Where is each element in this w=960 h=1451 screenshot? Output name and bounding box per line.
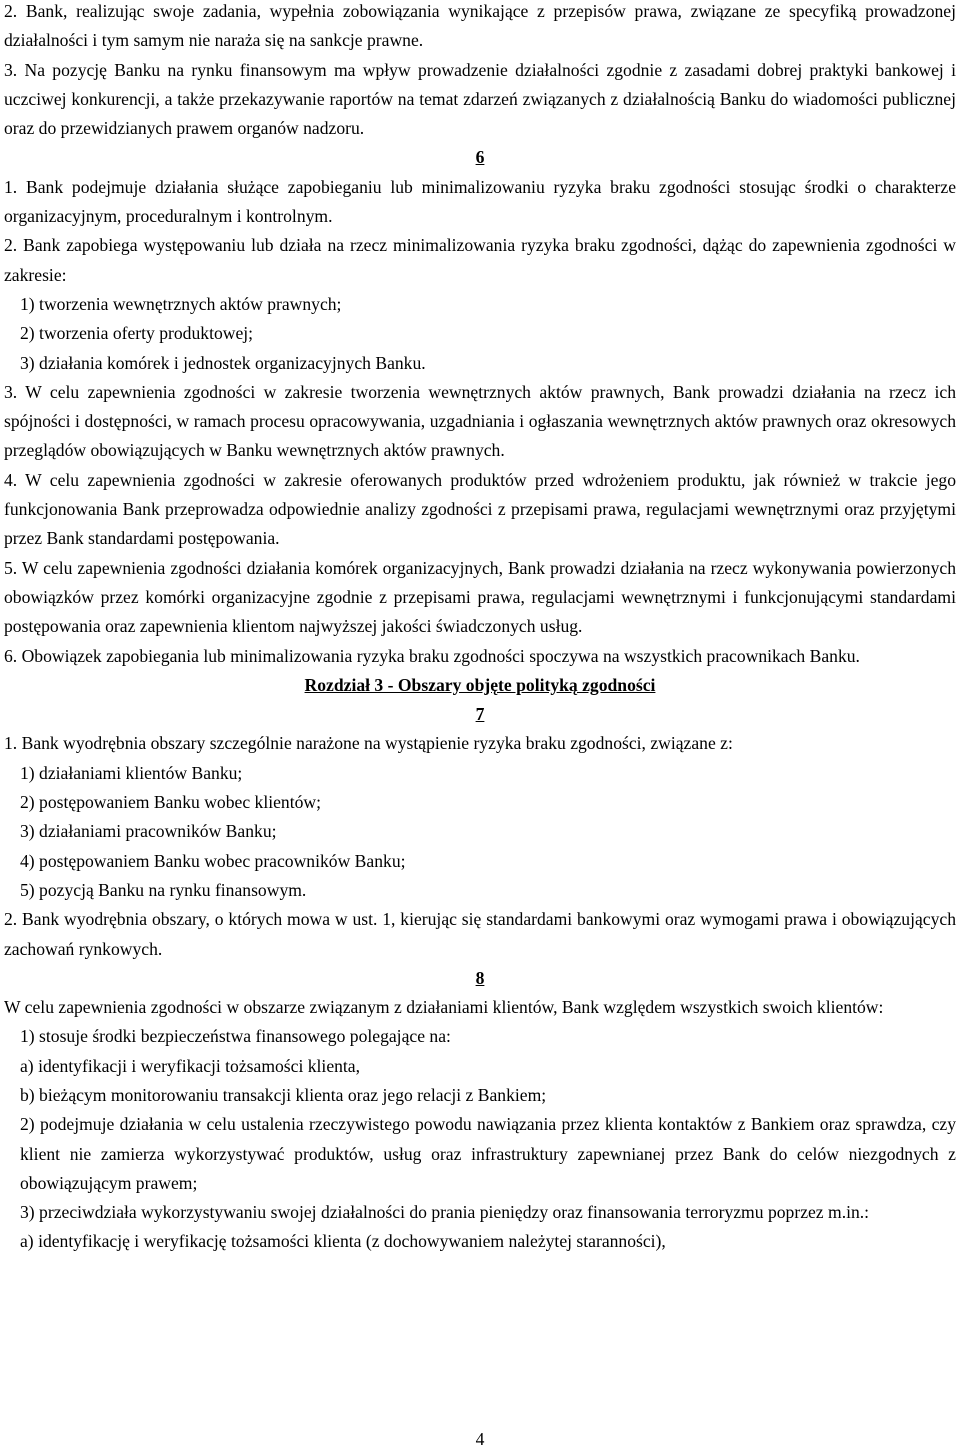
list-item: 2) podejmuje działania w celu ustalenia rzeczywistego powodu nawiązania przez klienta kontaktów z Bankiem oraz sprawdza, czy klient nie zamierza wykorzystywać produktów, usług oraz infrastruktury zapewnianej przez Bank do celów niezgodnych z obowiązującym prawem; — [20, 1114, 956, 1193]
document-page — [4, 0, 956, 1257]
paragraph-6-4: 4. W celu zapewnienia zgodności w zakresie oferowanych produktów przed wdrożeniem produktu, jak również w trakcie jego funkcjonowania Bank przeprowadza odpowiednie analizy zgodności z przepisami prawa, regulacjami wewnętrznymi oraz przyjętymi przez Bank standardami postępowania. — [4, 469, 956, 549]
list-item: a) identyfikację i weryfikację tożsamości klienta (z dochowywaniem należytej staranności), — [20, 1231, 666, 1252]
list-item: 3) działania komórek i jednostek organizacyjnych Banku. — [20, 352, 426, 373]
paragraph-6-6: 6. Obowiązek zapobiegania lub minimalizowania ryzyka braku zgodności spoczywa na wszystkich pracownikach Banku. — [4, 645, 860, 666]
list-item: 1) tworzenia wewnętrznych aktów prawnych; — [20, 293, 342, 314]
paragraph-5-3: 3. Na pozycję Banku na rynku finansowym ma wpływ prowadzenie działalności zgodnie z zasadami dobrej praktyki bankowej i uczciwej konkurencji, a także przekazywanie raportów na temat zdarzeń związanych z działalnością Banku do wiadomości publicznej oraz do przewidzianych prawem organów nadzoru. — [4, 59, 956, 139]
chapter-3-title-text: Rozdział 3 - Obszary objęte polityką zgodności — [304, 674, 656, 695]
paragraph-7-2: 2. Bank wyodrębnia obszary, o których mowa w ust. 1, kierując się standardami bankowymi oraz wymogami prawa i obowiązujących zachowań rynkowych. — [4, 909, 956, 959]
list-item: 2) tworzenia oferty produktowej; — [20, 323, 254, 344]
section-7-heading: 7 — [475, 704, 485, 725]
paragraph-6-3: 3. W celu zapewnienia zgodności w zakresie tworzenia wewnętrznych aktów prawnych, Bank prowadzi działania na rzecz ich spójności i dostępności, w ramach procesu opracowywania, uzgadniania i ogłaszania wewnętrznych aktów prawnych oraz okresowych przeglądów obowiązujących w Banku wewnętrznych aktów prawnych. — [4, 381, 956, 461]
list-item: 1) stosuje środki bezpieczeństwa finansowego polegające na: — [20, 1026, 451, 1047]
paragraph-6-5: 5. W celu zapewnienia zgodności działania komórek organizacyjnych, Bank prowadzi działania na rzecz wykonywania powierzonych obowiązków przez komórki organizacyjne zgodnie z przepisami prawa, regulacjami wewnętrznymi i funkcjonującymi standardami postępowania oraz zapewnienia klientom najwyższej jakości świadczonych usług. — [4, 557, 956, 637]
list-item: 2) postępowaniem Banku wobec klientów; — [20, 792, 321, 813]
section-6-heading: 6 — [475, 147, 485, 168]
list-item: 4) postępowaniem Banku wobec pracowników Banku; — [20, 850, 406, 871]
list-item: 3) działaniami pracowników Banku; — [20, 821, 277, 842]
list-item: b) bieżącym monitorowaniu transakcji klienta oraz jego relacji z Bankiem; — [20, 1084, 547, 1105]
list-item: 5) pozycją Banku na rynku finansowym. — [20, 879, 307, 900]
page-number: 4 — [475, 1429, 485, 1449]
paragraph-6-2: 2. Bank zapobiega występowaniu lub działa na rzecz minimalizowania ryzyka braku zgodności, dążąc do zapewnienia zgodności w zakresie: — [4, 235, 956, 285]
list-item: a) identyfikacji i weryfikacji tożsamości klienta, — [20, 1055, 361, 1076]
chapter-3-title — [4, 671, 956, 700]
paragraph-6-1: 1. Bank podejmuje działania służące zapobieganiu lub minimalizowaniu ryzyka braku zgodności stosując środki o charakterze organizacyjnym, proceduralnym i kontrolnym. — [4, 176, 956, 227]
list-item: 3) przeciwdziała wykorzystywaniu swojej działalności do prania pieniędzy oraz finansowania terroryzmu poprzez m.in.: — [20, 1202, 870, 1223]
paragraph-5-2: 2. Bank, realizując swoje zadania, wypełnia zobowiązania wynikające z przepisów prawa, związane ze specyfiką prowadzonej działalności i tym samym nie naraża się na sankcje prawne. — [4, 1, 956, 51]
paragraph-8-intro: W celu zapewnienia zgodności w obszarze związanym z działaniami klientów, Bank względem wszystkich swoich klientów: — [4, 997, 884, 1018]
list-item: 1) działaniami klientów Banku; — [20, 762, 243, 783]
section-8-heading: 8 — [475, 967, 485, 988]
paragraph-7-1: 1. Bank wyodrębnia obszary szczególnie narażone na wystąpienie ryzyka braku zgodności, związane z: — [4, 733, 733, 754]
